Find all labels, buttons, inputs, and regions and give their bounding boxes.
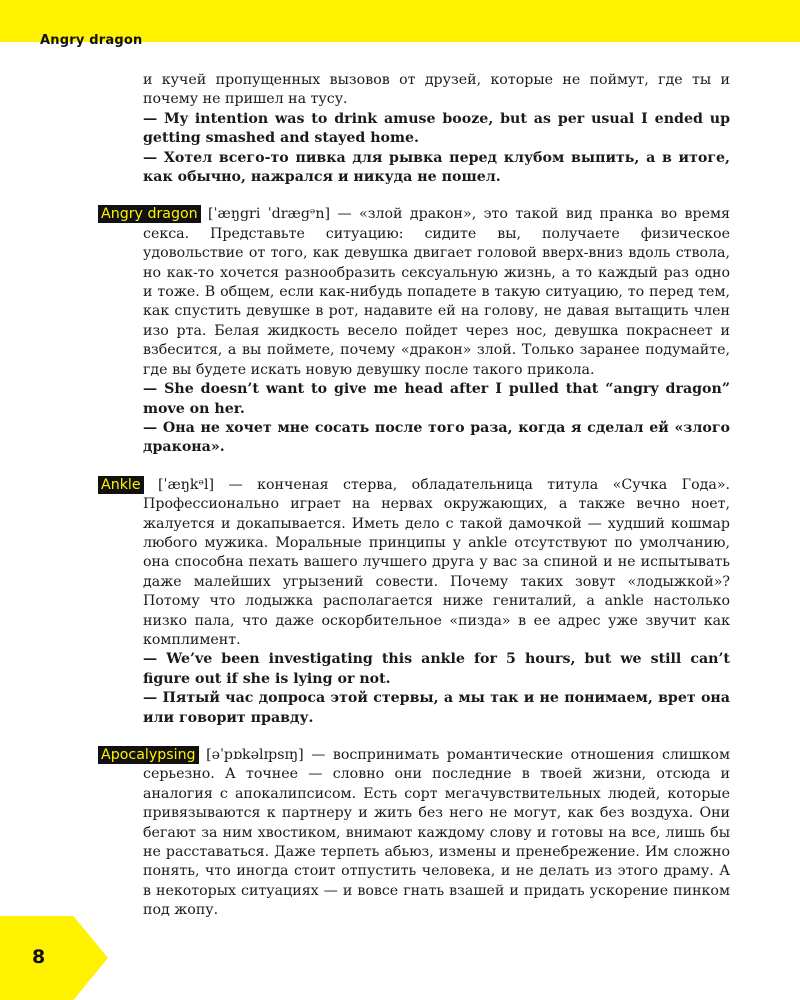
entry-example-en: — She doesn’t want to give me head after I pulled that “angry dragon” move on her. <box>143 381 730 417</box>
entry-apocalypsing <box>98 746 730 921</box>
entry-example-ru: — Пятый час допроса этой стервы, а мы так и не понимаем, врет она или говорит правду. <box>143 690 730 726</box>
page-content <box>98 71 730 921</box>
intro-block <box>98 71 730 187</box>
entry-definition: [ˈæŋgri ˈdrægᵊn] — «злой дракон», это такой вид пранка во время секса. Представьте ситуацию: сидите вы, получаете физическое удовольствие от того, как девушка двигает головой вверх-вниз вдоль ствола, но как-то хочется разнообразить сексуальную жизнь, а то каждый раз одно и тоже. В общем, если как-нибудь попадете в такую ситуацию, то перед тем, как спустить девушке в рот, надавите ей на голову, не давая вытащить член изо рта. Белая жидкость весело пойдет через нос, девушка покраснеет и взбесится, а вы поймете, почему «дракон» злой. Только заранее подумайте, где вы будете искать новую девушку после такого прикола. <box>143 206 730 378</box>
entry-body <box>98 476 730 651</box>
entry-term: Angry dragon <box>98 205 201 223</box>
entry-definition: [ˈæŋkᵊl] — конченая стерва, обладательница титула «Сучка Года». Профессионально играет на нервах окружающих, а также вечно ноет, жалуется и докапывается. Иметь дело с такой дамочкой — худший кошмар любого мужика. Моральные принципы у ankle отсутствуют по умолчанию, она способна пехать вашего лучшего друга у вас за спиной и не испытывать даже малейших угрызений совести. Почему таких зовут «лодыжкой»? Потому что лодыжка располагается ниже гениталий, а ankle настолько низко пала, что даже оскорбительное «пизда» в ее адрес уже звучит как комплимент. <box>143 476 730 648</box>
entry-body <box>98 746 730 921</box>
entry-term: Apocalypsing <box>98 746 199 764</box>
entry-ankle <box>98 476 730 728</box>
running-title: Angry dragon <box>40 33 143 48</box>
entry-body <box>98 205 730 380</box>
entry-angry-dragon <box>98 205 730 457</box>
entry-term: Ankle <box>98 476 144 494</box>
entry-example-en: — We’ve been investigating this ankle for 5 hours, but we still can’t figure out if she is lying or not. <box>143 651 730 687</box>
intro-example-ru: — Хотел всего-то пивка для рывка перед клубом выпить, а в итоге, как обычно, нажрался и никуда не пошел. <box>143 149 730 186</box>
entry-definition: [əˈpɒkəlɪpsɪŋ] — воспринимать романтические отношения слишком серьезно. А точнее — словно они последние в твоей жизни, отсюда и аналогия с апокалипсисом. Есть сорт мегачувствительных людей, которые привязываются к партнеру и жить без него не могут, как без воздуха. Они бегают за ним хвостиком, внимают каждому слову и готовы на все, лишь бы не расставаться. Даже терпеть абьюз, измены и пренебрежение. Им сложно понять, что иногда стоит отпустить человека, и не делать из этого драму. А в некоторых ситуациях — и вовсе гнать взашей и придать ускорение пинком под жопу. <box>143 747 730 919</box>
intro-continuation: и кучей пропущенных вызовов от друзей, которые не поймут, где ты и почему не пришел на тусу. <box>143 72 730 108</box>
entry-example-ru: — Она не хочет мне сосать после того раза, когда я сделал ей «злого дракона». <box>143 419 730 456</box>
page-number-tab <box>0 916 108 1000</box>
intro-example-en: — My intention was to drink amuse booze, but as per usual I ended up getting smashed and stayed home. <box>143 110 730 147</box>
page-number: 8 <box>32 946 46 968</box>
